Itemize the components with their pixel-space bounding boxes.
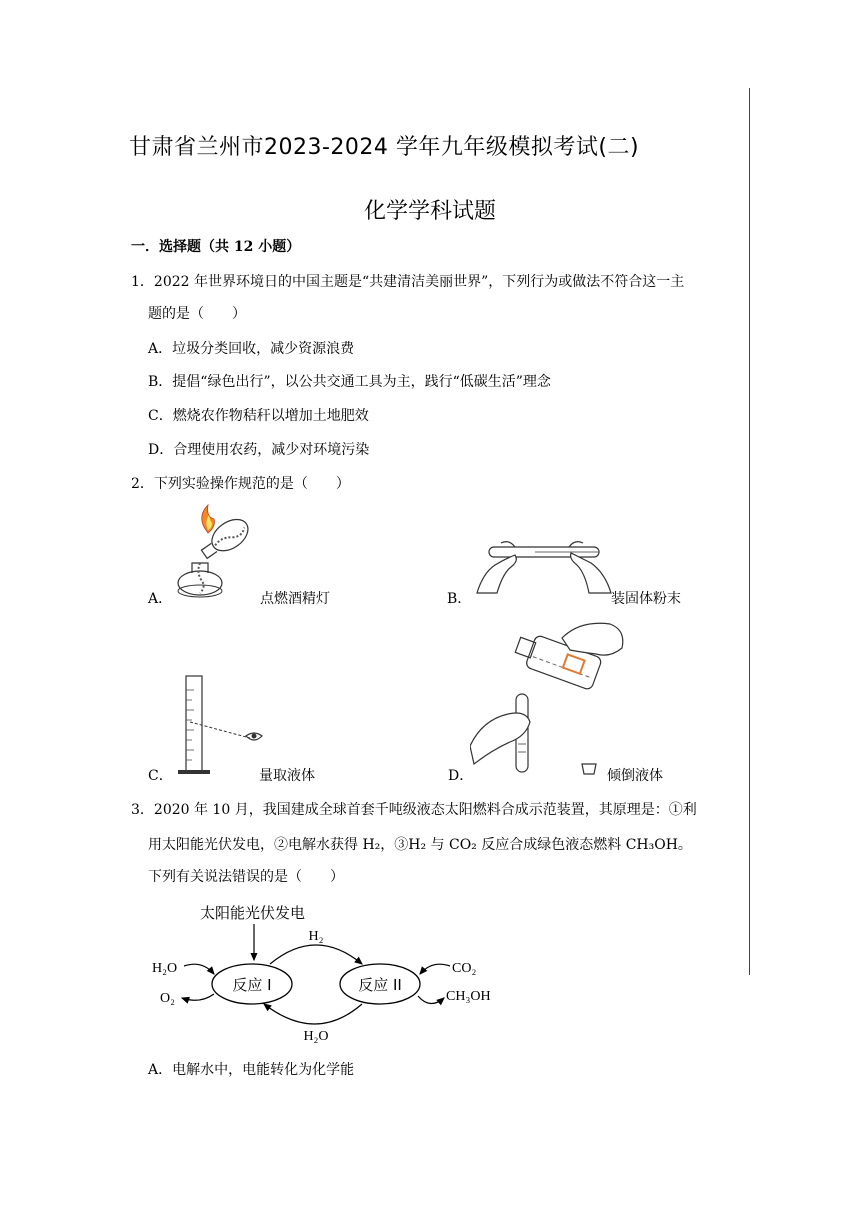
test-tube-powder-illustration — [475, 525, 613, 595]
q1-option-b: B．提倡“绿色出行”，以公共交通工具为主，践行“低碳生活”理念 — [148, 374, 551, 390]
ch3oh-output-arrow — [418, 996, 444, 1004]
co2-input-arrow — [420, 964, 450, 974]
q1-option-c: C．燃烧农作物秸秆以增加土地肥效 — [148, 408, 369, 424]
q2-option-d-letter: D． — [448, 768, 474, 784]
section-heading: 一．选择题（共 12 小题） — [131, 239, 301, 255]
pouring-liquid-illustration — [470, 618, 640, 783]
q2-stem: 2．下列实验操作规范的是（ ） — [131, 476, 350, 492]
o2-output-arrow — [182, 994, 214, 1000]
q2-option-b-caption: 装固体粉末 — [611, 591, 681, 607]
h2-label: H₂ — [308, 929, 324, 944]
diagram-top-label: 太阳能光伏发电 — [200, 904, 306, 922]
reaction-2-label: 反应 II — [358, 976, 402, 994]
h2o-return-label: H₂O — [303, 1029, 329, 1044]
q1-stem-line2: 题的是（ ） — [148, 306, 246, 322]
q3-option-a: A．电解水中，电能转化为化学能 — [148, 1062, 355, 1078]
q1-option-a: A．垃圾分类回收，减少资源浪费 — [148, 341, 355, 357]
h2-arrow — [270, 945, 362, 964]
q2-option-a-caption: 点燃酒精灯 — [260, 591, 330, 607]
q2-option-a-letter: A． — [148, 591, 173, 607]
h2o-return-arrow — [264, 1004, 362, 1024]
q2-option-d-caption: 倾倒液体 — [607, 768, 663, 784]
co2-input-label: CO₂ — [452, 961, 477, 976]
q2-option-c-letter: C． — [148, 768, 173, 784]
q3-stem-line3: 下列有关说法错误的是（ ） — [148, 869, 344, 885]
graduated-cylinder-illustration — [176, 670, 268, 780]
q1-stem-line1: 1．2022 年世界环境日的中国主题是“共建清洁美丽世界”，下列行为或做法不符合这一主 — [131, 274, 685, 290]
ch3oh-output-label: CH₃OH — [446, 989, 491, 1004]
q2-option-c-caption: 量取液体 — [259, 768, 315, 784]
reaction-cycle-diagram — [140, 898, 520, 1048]
h2o-input-label: H₂O — [152, 961, 178, 976]
q3-stem-line1: 3．2020 年 10 月，我国建成全球首套千吨级液态太阳燃料合成示范装置，其原理是：①利 — [131, 802, 697, 818]
q2-option-b-letter: B． — [447, 591, 472, 607]
q3-stem-line2: 用太阳能光伏发电，②电解水获得 H₂，③H₂ 与 CO₂ 反应合成绿色液态燃料 CH₃OH。 — [148, 837, 692, 853]
q1-option-d: D．合理使用农药，减少对环境污染 — [148, 442, 370, 458]
alcohol-lamp-illustration — [170, 503, 254, 603]
h2o-input-arrow — [184, 964, 214, 974]
reaction-1-label: 反应 I — [232, 976, 272, 994]
page-subtitle: 化学学科试题 — [363, 199, 496, 224]
o2-output-label: O₂ — [160, 991, 175, 1006]
page-title: 甘肃省兰州市2023-2024 学年九年级模拟考试(二) — [129, 135, 640, 160]
